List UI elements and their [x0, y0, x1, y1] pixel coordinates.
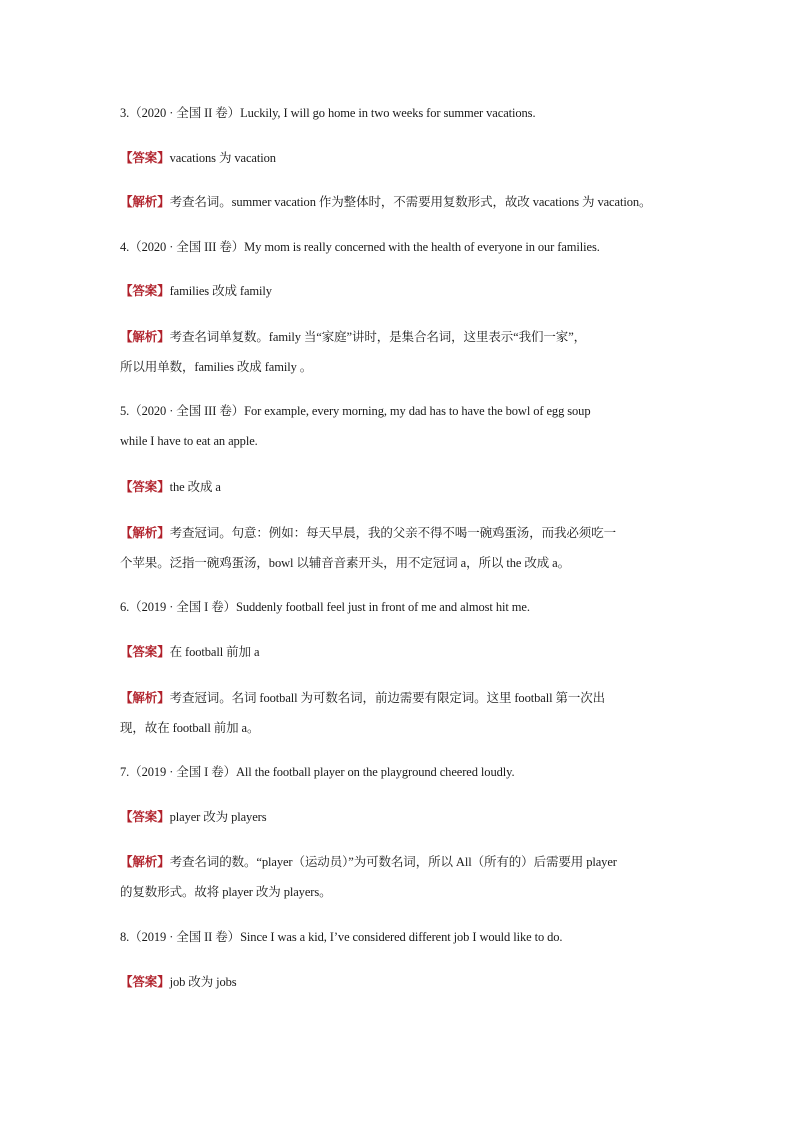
- analysis-text: 考查冠词。句意：例如：每天早晨，我的父亲不得不喝一碗鸡蛋汤，而我必须吃一: [169, 526, 617, 540]
- question-3: 3.（2020 · 全国 II 卷）Luckily, I will go home in two weeks for summer vacations.: [120, 106, 536, 120]
- answer-5: [120, 479, 680, 495]
- question-6: 6.（2019 · 全国 I 卷）Suddenly football feel just in front of me and almost hit me.: [120, 600, 530, 614]
- analysis-text: 考查名词。summer vacation 作为整体时，不需要用复数形式，故改 vacations 为 vacation。: [169, 195, 652, 209]
- analysis-6: [120, 690, 680, 706]
- analysis-label: 【解析】: [120, 330, 170, 344]
- answer-label: 【答案】: [120, 151, 170, 165]
- question-5-line-2: while I have to eat an apple.: [120, 434, 258, 448]
- analysis-6-line-2: 现，故在 football 前加 a。: [120, 721, 260, 735]
- answer-6: [120, 644, 680, 660]
- answer-text: the 改成 a: [169, 480, 221, 494]
- analysis-4-line-2: 所以用单数，families 改成 family 。: [120, 360, 313, 374]
- analysis-5: [120, 525, 680, 541]
- analysis-label: 【解析】: [120, 855, 170, 869]
- answer-label: 【答案】: [120, 810, 170, 824]
- analysis-label: 【解析】: [120, 691, 170, 705]
- answer-text: families 改成 family: [169, 284, 272, 298]
- analysis-7-line-2: 的复数形式。故将 player 改为 players。: [120, 885, 332, 899]
- answer-3: [120, 150, 680, 166]
- analysis-label: 【解析】: [120, 526, 170, 540]
- analysis-4: [120, 329, 680, 345]
- answer-label: 【答案】: [120, 284, 170, 298]
- answer-text: player 改为 players: [169, 810, 267, 824]
- question-4: 4.（2020 · 全国 III 卷）My mom is really concerned with the health of everyone in our families.: [120, 240, 600, 254]
- analysis-text: 考查名词单复数。family 当“家庭”讲时，是集合名词，这里表示“我们一家”，: [169, 330, 587, 344]
- analysis-text: 考查名词的数。“player（运动员）”为可数名词，所以 All（所有的）后需要用 player: [169, 855, 617, 869]
- question-8: 8.（2019 · 全国 II 卷）Since I was a kid, I’ve considered different job I would like to do.: [120, 930, 563, 944]
- question-5: 5.（2020 · 全国 III 卷）For example, every morning, my dad has to have the bowl of egg soup: [120, 404, 591, 418]
- answer-label: 【答案】: [120, 645, 170, 659]
- analysis-text: 考查冠词。名词 football 为可数名词，前边需要有限定词。这里 football 第一次出: [169, 691, 606, 705]
- answer-label: 【答案】: [120, 480, 170, 494]
- answer-text: vacations 为 vacation: [169, 151, 276, 165]
- answer-7: [120, 809, 680, 825]
- answer-4: [120, 283, 680, 299]
- question-7: 7.（2019 · 全国 I 卷）All the football player on the playground cheered loudly.: [120, 765, 515, 779]
- analysis-label: 【解析】: [120, 195, 170, 209]
- answer-8: [120, 974, 680, 990]
- answer-text: job 改为 jobs: [169, 975, 237, 989]
- analysis-3: [120, 194, 680, 210]
- answer-text: 在 football 前加 a: [169, 645, 260, 659]
- analysis-7: [120, 854, 680, 870]
- analysis-5-line-2: 个苹果。泛指一碗鸡蛋汤，bowl 以辅音音素开头，用不定冠词 a，所以 the 改成 a。: [120, 556, 570, 570]
- answer-label: 【答案】: [120, 975, 170, 989]
